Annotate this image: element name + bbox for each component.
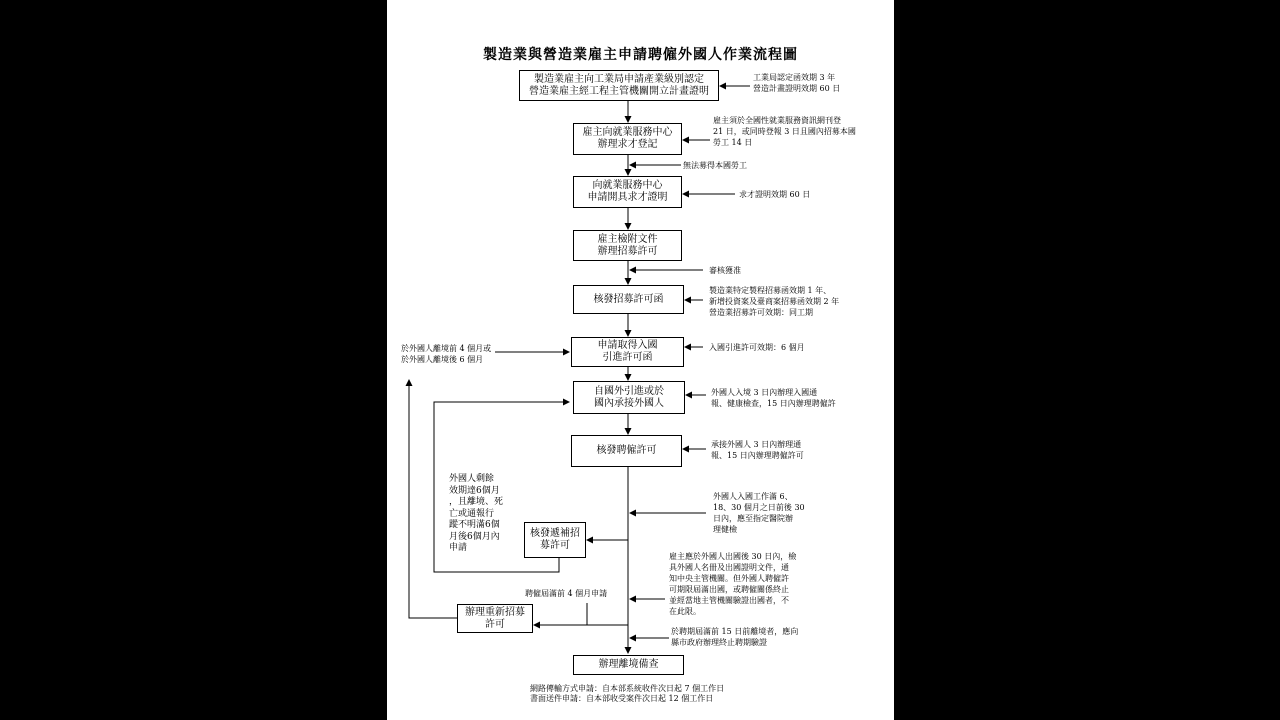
box-line: 申請取得入國 (597, 340, 658, 351)
note-approved: 審核獲准 (709, 266, 741, 275)
note-replacement-condition: 外國人剩餘 效期達6個月 ，且離境、死 亡或通報行 蹤不明滿6個 月後6個月內 申請 (449, 474, 504, 553)
box-line: 辦理離境備查 (598, 659, 659, 670)
footer-line: 書面送件申請：自本部收受案件次日起 12 個工作日 (530, 694, 714, 703)
note-renewal-timing: 聘僱屆滿前 4 個月申請 (525, 589, 608, 598)
employment-permit-box (571, 435, 682, 467)
introduce-worker-box (573, 381, 685, 414)
departure-record-box (573, 655, 684, 675)
box-line: 核發遞補招 (530, 528, 580, 539)
box-line: 雇主檢附文件 (597, 233, 658, 245)
note-entry-report: 外國人入境 3 日內辦理入國通 報、健康檢查，15 日內辦理聘僱許 (711, 388, 836, 408)
box-line: 辦理求才登記 (597, 139, 658, 150)
box-line: 申請開具求才證明 (587, 192, 668, 203)
note-exit-notification: 雇主應於外國人出國後 30 日內，檢 具外國人名冊及出國證明文件，通 知中央主管機關。但外國人聘僱許 可期限屆滿出國，或聘僱關係終止 並經當地主管機關驗證出國者，不 在此限。 (669, 552, 797, 616)
box-line: 許可 (485, 618, 505, 630)
box-line: 核發招募許可函 (593, 293, 664, 305)
box-line: 營造業雇主經工程主管機關開立計畫證明 (529, 85, 709, 97)
page-title: 製造業與營造業雇主申請聘僱外國人作業流程圖 (483, 47, 798, 63)
note-early-departure: 於聘期屆滿前 15 日前離境者，應向 縣市政府辦理終止聘期驗證 (671, 627, 799, 647)
replacement-permit-box (524, 522, 586, 558)
note-recognition-validity: 工業局認定函效期 3 年 營造計畫證明效期 60 日 (753, 73, 841, 93)
note-permit-validity: 製造業特定製程招募函效期 1 年、 新增投資案及臺商案招募函效期 2 年 營造業招募許可效期：同工期 (709, 286, 840, 317)
re-recruitment-box (457, 604, 533, 633)
recruitment-permit-issued-box (573, 285, 684, 314)
note-health-check: 外國人入國工作滿 6、 18、30 個月之日前後 30 日內，應至指定醫院辦 理健檢 (713, 492, 805, 534)
document-page (387, 0, 894, 720)
note-departure-timing: 於外國人離境前 4 個月或 於外國人離境後 6 個月 (401, 344, 492, 364)
footer-line: 網路傳輸方式申請：自本部系統收件次日起 7 個工作日 (530, 684, 725, 693)
note-recruitment-notice: 雇主須於全國性就業服務資訊網刊登 21 日，或同時登報 3 日且國內招募本國 勞工 14 日 (713, 116, 856, 147)
box-line: 引進許可函 (602, 352, 653, 363)
box-line: 製造業雇主向工業局申請產業級別認定 (534, 73, 704, 85)
box-line: 向就業服務中心 (592, 180, 663, 191)
box-line: 自國外引進或於 (594, 385, 664, 397)
entry-permit-box (571, 337, 684, 367)
industry-recognition-box (519, 70, 719, 101)
note-certificate-validity: 求才證明效期 60 日 (739, 190, 811, 199)
job-registration-box (573, 123, 682, 155)
note-transfer-report: 承接外國人 3 日內辦理通 報、15 日內辦理聘僱許可 (711, 440, 804, 460)
recruitment-permit-application-box (573, 230, 682, 261)
box-line: 國內承接外國人 (594, 397, 664, 409)
box-line: 核發聘僱許可 (596, 445, 657, 456)
box-line: 雇主向就業服務中心 (582, 127, 673, 138)
recruitment-certificate-box (573, 176, 682, 208)
note-entry-permit-validity: 入國引進許可效期：6 個月 (709, 343, 805, 352)
processing-time-footer (530, 684, 724, 704)
box-line: 辦理重新招募 (465, 606, 525, 618)
note-no-local-workers: 無法募得本國勞工 (683, 161, 747, 170)
box-line: 辦理招募許可 (597, 245, 658, 257)
box-line: 募許可 (540, 540, 570, 551)
